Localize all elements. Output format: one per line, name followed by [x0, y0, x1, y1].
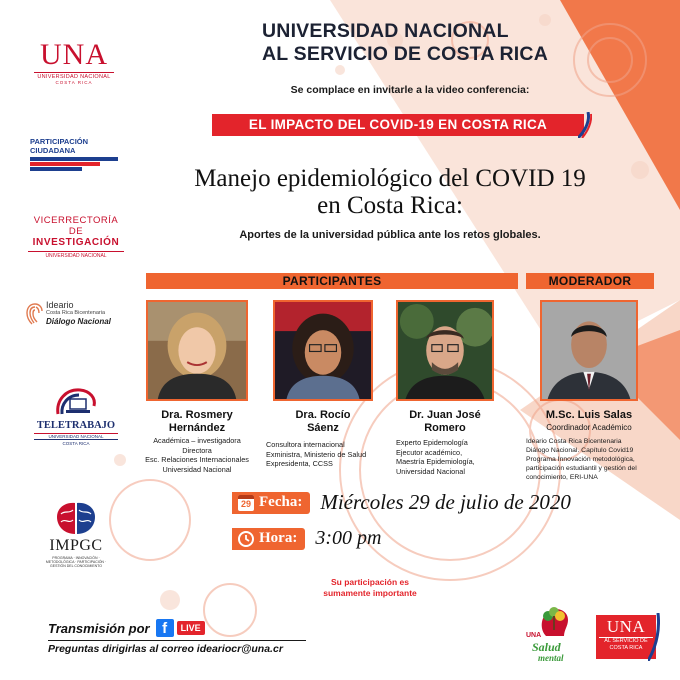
person-desc-rocio — [266, 440, 386, 469]
person-3-name2: Romero — [424, 422, 466, 434]
transmission-label: Transmisión por — [48, 620, 150, 636]
participants-heading: PARTICIPANTES — [146, 273, 518, 289]
ideario-logo — [24, 300, 128, 326]
una-logo-sub2: COSTA RICA — [55, 80, 93, 85]
impgc-logo — [38, 500, 114, 568]
note-line2: sumamente importante — [323, 588, 417, 598]
teletrabajo-sub: UNIVERSIDAD NACIONAL — [34, 433, 118, 440]
time-pill — [232, 528, 305, 550]
desc-line: Ejecutor académico, — [396, 447, 463, 457]
person-3-name1: Dr. Juan José — [409, 409, 481, 421]
person-1-name2: Hernández — [168, 422, 226, 434]
teletrabajo-sub2: COSTA RICA — [62, 441, 90, 446]
una-logo — [34, 40, 114, 85]
person-4-name1: M.Sc. Luis Salas — [545, 409, 633, 421]
una2-name: UNA — [606, 617, 646, 636]
transmission-info — [48, 619, 205, 637]
desc-line: Programa Innovación metodológica, — [526, 456, 635, 463]
clock-icon — [238, 531, 254, 547]
title-line2: en Costa Rica: — [317, 192, 463, 219]
desc-line: conocimiento, ERI-UNA — [526, 474, 598, 481]
salud-mental-logo — [524, 604, 580, 666]
photo-luis-salas — [540, 300, 638, 401]
vi-line3: UNIVERSIDAD NACIONAL — [28, 251, 124, 259]
teletrabajo-logo — [26, 386, 126, 446]
calendar-day: 29 — [240, 498, 251, 509]
header-line2: AL SERVICIO DE COSTA RICA — [262, 43, 548, 65]
teletrabajo-name: TELETRABAJO — [36, 420, 116, 431]
globe-laptop-icon — [54, 386, 98, 418]
una-footer-logo — [596, 615, 656, 659]
person-4-name2: Coordinador Académico — [546, 423, 632, 432]
person-desc-rosmery — [132, 436, 262, 474]
desc-line: Diálogo Nacional. Capítulo Covid19 — [526, 447, 634, 454]
date-label: Fecha: — [259, 494, 303, 510]
participacion-ciudadana-logo — [30, 137, 122, 169]
person-2-name2: Sáenz — [307, 422, 339, 434]
time-row — [232, 527, 381, 550]
moderator-heading: MODERADOR — [526, 273, 654, 289]
participation-note — [300, 577, 440, 599]
event-subtitle: Aportes de la universidad pública ante los retos globales. — [239, 229, 541, 241]
person-desc-luis — [526, 437, 666, 482]
ideario-line3: Diálogo Nacional — [46, 317, 111, 326]
una-logo-name: UNA — [40, 38, 108, 71]
una2-line1: AL SERVICIO DE — [599, 637, 653, 645]
desc-line: Consultora internacional — [266, 440, 345, 449]
desc-line: Maestría Epidemiología, — [396, 457, 475, 467]
participation-emblem-icon — [30, 157, 122, 169]
header-title — [262, 20, 562, 66]
desc-line: Expresidenta, CCSS — [266, 459, 333, 469]
invite-text: Se complace en invitarle a la video conferencia: — [290, 84, 530, 96]
salud-line2: Salud — [532, 640, 561, 654]
desc-line: Universidad Nacional — [396, 466, 465, 476]
title-line1: Manejo epidemiológico del COVID 19 — [194, 165, 586, 192]
brain-icon — [53, 500, 99, 538]
impgc-name: IMPGC — [49, 537, 103, 554]
salud-line1: UNA — [526, 632, 542, 639]
desc-line: Experto Epidemología — [396, 438, 468, 447]
salud-line3: mental — [538, 653, 564, 663]
person-1-name1: Dra. Rosmery — [161, 409, 233, 421]
banner-swoosh-icon — [578, 112, 592, 138]
date-row — [232, 490, 571, 515]
event-banner: EL IMPACTO DEL COVID-19 EN COSTA RICA — [212, 114, 584, 136]
photo-juan-jose-romero — [396, 300, 494, 401]
facebook-icon: f — [156, 619, 174, 637]
person-2-name1: Dra. Rocío — [295, 409, 351, 421]
facebook-live-badge[interactable] — [156, 619, 205, 637]
desc-line: participación estudiantil y gestión del — [526, 465, 637, 472]
desc-line: Esc. Relaciones Internacionales — [145, 455, 249, 465]
date-value: Miércoles 29 de julio de 2020 — [320, 490, 571, 514]
vi-line1: VICERRECTORÍA DE — [33, 215, 119, 237]
ideario-line2: Costa Rica Bicentenaria — [46, 310, 106, 316]
vi-line2: INVESTIGACIÓN — [32, 237, 120, 248]
calendar-icon — [238, 495, 254, 511]
desc-line: Académica – investigadora — [153, 436, 241, 445]
header-line1: UNIVERSIDAD NACIONAL — [262, 20, 509, 42]
date-pill — [232, 492, 310, 514]
live-label: LIVE — [177, 621, 205, 635]
person-name-rosmery — [146, 409, 248, 435]
desc-line: Exministra, Ministerio de Salud — [266, 449, 367, 459]
person-name-luis — [526, 409, 652, 433]
una-logo-sub: UNIVERSIDAD NACIONAL — [34, 72, 114, 80]
person-name-rocio — [268, 409, 378, 435]
time-label: Hora: — [259, 530, 298, 546]
fingerprint-icon — [24, 300, 46, 326]
event-title — [140, 165, 640, 219]
una2-line2: COSTA RICA — [609, 645, 643, 651]
impgc-sub: PROGRAMA · INNOVACIÓN · METODOLÓGICA · PARTICIPACIÓN · GESTIÓN DEL CONOCIMIENTO — [45, 556, 107, 568]
vicerrectoria-logo — [28, 215, 124, 259]
photo-rosmery-hernandez — [146, 300, 248, 401]
photo-rocio-saenz — [273, 300, 373, 401]
contact-email-text: Preguntas dirigirlas al correo ideariocr@una.cr — [48, 640, 306, 655]
note-line1: Su participación es — [331, 577, 409, 587]
ideario-line1: Ideario — [46, 300, 74, 310]
una-footer-swoosh-icon — [648, 613, 660, 661]
pc-line2: CIUDADANA — [30, 146, 76, 155]
desc-line: Ideario Costa Rica Bicentenaria — [526, 438, 622, 445]
time-value: 3:00 pm — [315, 527, 382, 549]
pc-line1: PARTICIPACIÓN — [30, 137, 89, 146]
person-name-juan-jose — [390, 409, 500, 435]
person-desc-juan-jose — [396, 438, 516, 476]
desc-line: Universidad Nacional — [162, 464, 232, 474]
desc-line: Directora — [182, 445, 212, 455]
